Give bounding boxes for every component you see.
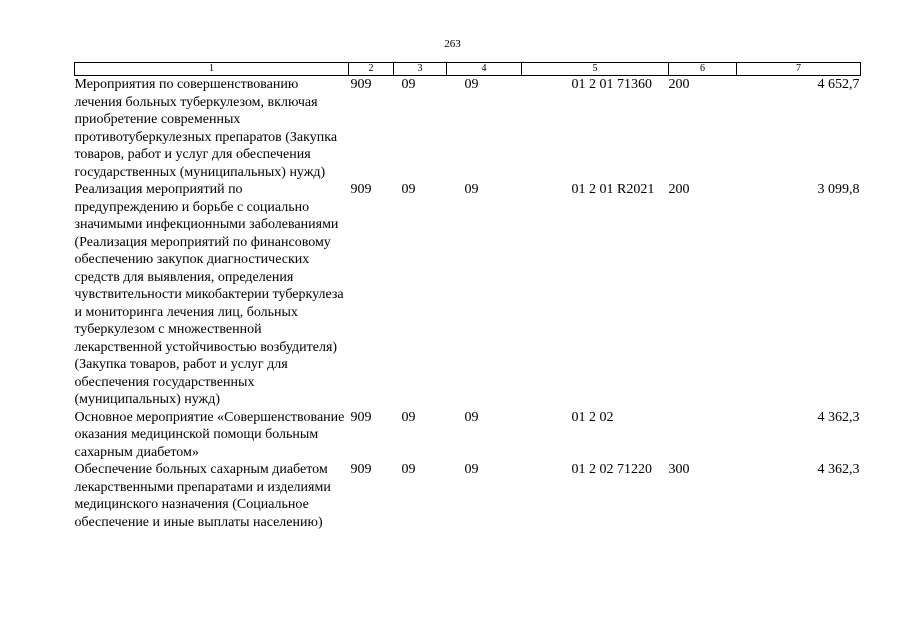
header-col-6: 6 xyxy=(669,63,737,76)
row-name: Основное мероприятие «Совершенствование оказания медицинской помощи больным сахарным диабетом» xyxy=(74,409,345,460)
row-code3: 09 xyxy=(401,77,416,92)
header-col-7: 7 xyxy=(737,63,861,76)
row-code4: 09 xyxy=(464,182,479,197)
row-code6: 200 xyxy=(668,77,690,92)
row-amount: 3 099,8 xyxy=(817,182,860,197)
row-name: Реализация мероприятий по предупреждению и борьбе с социально значимыми инфекционными заболеваниями (Реализация мероприятий по финансовому обеспечению закупок диагностических средств для выявления, определения чувствительности микобактерии туберкулеза и мониторинга лечения лиц, больных туберкулезом с множественной лекарственной устойчивостью возбудителя) (Закупка товаров, работ и услуг для обеспечения государственных (муниципальных) нужд) xyxy=(74,182,344,407)
row-code4: 09 xyxy=(464,77,479,92)
page-number: 263 xyxy=(444,38,461,50)
header-col-1: 1 xyxy=(75,63,349,76)
row-code6: 200 xyxy=(668,182,690,197)
header-col-2: 2 xyxy=(349,63,394,76)
header-col-3: 3 xyxy=(394,63,447,76)
table-row xyxy=(75,461,861,531)
header-row xyxy=(75,63,861,76)
row-code6 xyxy=(669,409,737,462)
row-amount: 4 362,3 xyxy=(817,409,860,425)
table-header xyxy=(75,63,861,76)
row-code3: 09 xyxy=(401,182,416,197)
row-code2: 909 xyxy=(350,182,372,197)
row-name: Обеспечение больных сахарным диабетом лекарственными препаратами и изделиями медицинского назначения (Социальное обеспечение и иные выплаты населению) xyxy=(74,462,331,530)
row-code2: 909 xyxy=(350,77,372,92)
row-code3: 09 xyxy=(401,462,416,477)
row-code5: 01 2 02 xyxy=(571,409,614,425)
header-col-5: 5 xyxy=(522,63,669,76)
table-row xyxy=(75,76,861,182)
table-row xyxy=(75,181,861,409)
row-code3: 09 xyxy=(401,409,416,425)
row-code6: 300 xyxy=(668,462,690,477)
row-code4: 09 xyxy=(464,462,479,477)
row-amount: 4 362,3 xyxy=(817,462,860,477)
row-code4: 09 xyxy=(464,409,479,425)
row-code2: 909 xyxy=(350,462,372,477)
row-code5: 01 2 02 71220 xyxy=(571,462,652,477)
row-code2: 909 xyxy=(350,409,372,425)
row-amount: 4 652,7 xyxy=(817,77,860,92)
row-name: Мероприятия по совершенствованию лечения больных туберкулезом, включая приобретение современных противотуберкулезных препаратов (Закупка товаров, работ и услуг для обеспечения государственных (муниципальных) нужд) xyxy=(74,77,338,180)
table-body xyxy=(75,76,861,532)
budget-table xyxy=(74,62,861,531)
table-row xyxy=(75,409,861,462)
row-code5: 01 2 01 R2021 xyxy=(571,182,655,197)
row-code5: 01 2 01 71360 xyxy=(571,77,652,92)
header-col-4: 4 xyxy=(447,63,522,76)
